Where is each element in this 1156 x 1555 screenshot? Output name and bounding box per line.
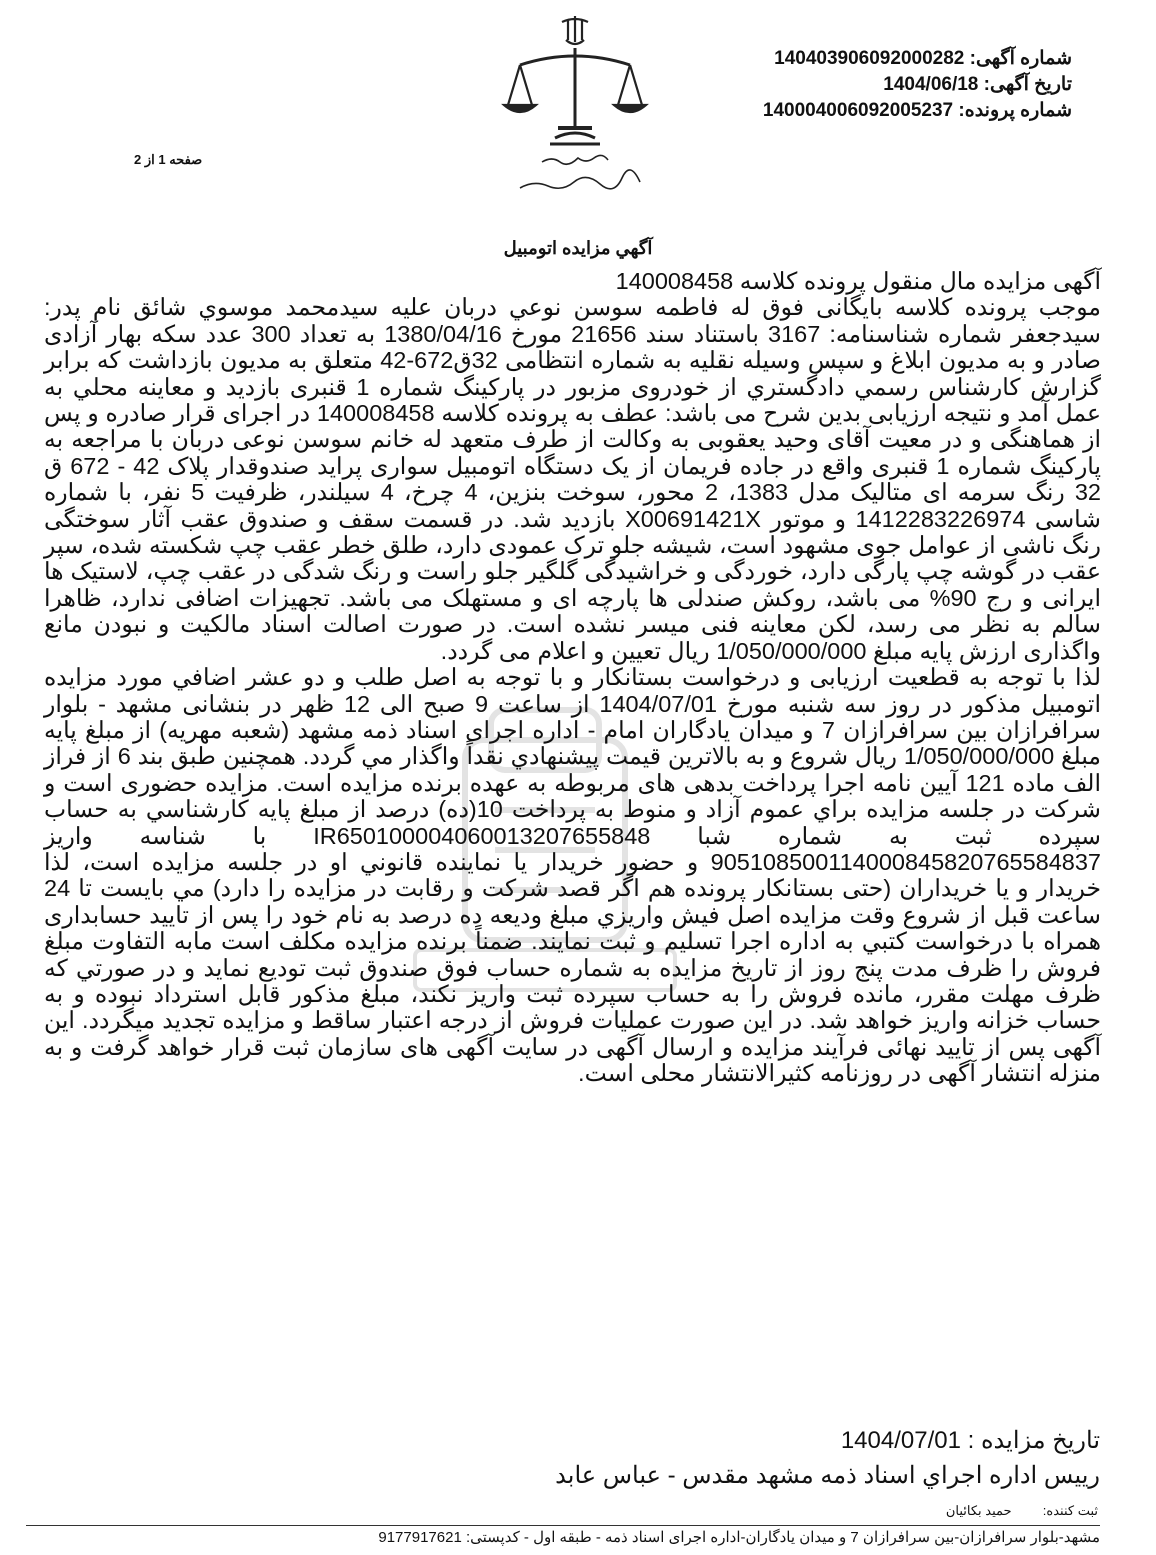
body-paragraph: آگهی مزایده مال منقول پرونده کلاسه 140008458 (615, 268, 1101, 294)
notice-number: 140403906092000282 (774, 48, 965, 69)
notice-date: 1404/06/18 (883, 74, 979, 95)
registrar (946, 1503, 1098, 1519)
body-paragraph: لذا با توجه به قطعیت ارزیابی و درخواست بستانکار و با توجه به اصل طلب و دو عشر اضافي مورد مزايده اتومبیل مذکور در روز سه شنبه مورخ 1404/07/01 از ساعت 9 صبح الی 12 ظهر در بنشانی مشهد - بلوار سرافرازان بین سرافرازان 7 و میدان یادگاران امام - اداره اجرای اسناد ذمه مشهد (شعبه مهریه) از مبلغ پايه مبلغ 1/050/000/000 ريال شروع و به بالاترين قيمت پيشنهادي نقداً واگذار مي گردد. همچنين طبق بند 6 از فراز الف ماده 121 آيين نامه اجرا پرداخت بدهی های مربوطه به عهده برنده مزايده است. مزایده حضوری است و شرکت در جلسه مزايده براي عموم آزاد و منوط به پرداخت 10(ده) درصد از مبلغ پايه کارشناسي به حساب سپرده ثبت به شماره شبا IR650100004060013207655848 با شناسه واريز 905108500114000845820765584837 و حضور خريدار يا نماينده قانوني او در جلسه مزايده است، لذا خريدار و يا خريداران (حتی بستانکار پرونده هم اگر قصد شرکت و رقابت در مزایده را دارد) مي بايست تا 24 ساعت قبل از شروع وقت مزايده اصل فيش واريزي مبلغ وديعه ده درصد به نام خود را پس از تاييد حسابداری همراه با درخواست کتبي به اداره اجرا تسليم و ثبت نمايند. ضمناً برنده مزايده مکلف است مابه التفاوت مبلغ فروش را ظرف مدت پنج روز از تاريخ مزايده به شماره حساب فوق صندوق ثبت توديع نمايد و در صورتي که ظرف مهلت مقرر، مانده فروش را به حساب سپرده ثبت واريز نکند، مبلغ مذکور قابل استرداد نبوده و به حساب خزانه واريز خواهد شد. در اين صورت عمليات فروش از درجه اعتبار ساقط و مزايده تجديد ميگردد. این آگهی پس از تایید نهائی فرآیند مزایده و ارسال آگهی در سایت آگهی های سازمان ثبت قرار خواهد گرفت و به منزله انتشار آگهی در روزنامه کثیرالانتشار محلی است. (44, 664, 1102, 1087)
auction-date-line (841, 1426, 1100, 1455)
auction-date: 1404/07/01 (840, 1427, 961, 1454)
footer-divider (26, 1525, 1100, 1526)
case-number-label: شماره پرونده: (958, 100, 1072, 121)
page-indicator: صفحه 1 از 2 (134, 152, 203, 167)
notice-metadata (763, 46, 1072, 124)
case-number-row (763, 98, 1072, 124)
body-paragraph: موجب پرونده کلاسه بایگانی فوق له فاطمه سوسن نوعي دربان علیه سیدمحمد موسوي شائق نام پدر: سیدجعفر شماره شناسنامه: 3167 باستناد سند 21656 مورخ 1380/04/16 به تعداد 300 عدد سکه بهار آزادی صادر و به مدیون ابلاغ و سپس وسیله نقلیه به شماره انتظامی 32ق672-42 متعلق به مدیون بازداشت که برابر گزارش کارشناس رسمي دادگستري از خودروی مزبور در پارکینگ شماره 1 قنبری بازدید و معاينه محلي به عمل آمد و نتیجه ارزیابی بدین شرح می باشد: عطف به پرونده کلاسه 140008458 در اجرای قرار صادره و پس از هماهنگی و در معیت آقای وحید یعقوبی به وکالت از طرف متعهد له خانم سوسن نوعی دربان با مراجعه به پارکینگ شماره 1 قنبری واقع در جاده فریمان از یک دستگاه اتومبیل سواری پراید صندوقدار پلاک 42 - 672 ق 32 رنگ سرمه ای متالیک مدل 1383، 2 محور، سوخت بنزین، 4 چرخ، 4 سیلندر، ظرفیت 5 نفر، با شماره شاسی 1412283226974 و موتور X00691421X بازدید شد. در قسمت سقف و صندوق عقب آثار سوختگی رنگ ناشی از عوامل جوی مشهود است، شیشه جلو ترک عمودی دارد، طلق خطر عقب چپ شکسته شده، سپر عقب در گوشه چپ پارگی دارد، خوردگی و خراشیدگی گلگیر جلو راست و رنگ شدگی در عقب چپ، لاستیک ها ایرانی و رج 90% می باشد، روکش صندلی ها پارچه ای و مستهلک می باشد. تجهیزات اضافی ندارد، ظاهرا سالم به نظر می رسد، لکن معاینه فنی میسر نشده است. در صورت اصالت اسناد مالکیت و نبودن مانع واگذاری ارزش پایه مبلغ 1/050/000/000 ریال تعیین و اعلام می گردد. (44, 294, 1101, 664)
notice-date-label: تاریخ آگهی: (983, 74, 1072, 95)
signer: رييس اداره اجراي اسناد ذمه مشهد مقدس - عباس عابد (555, 1462, 1100, 1489)
auction-date-label: تاريخ مزايده : (967, 1427, 1100, 1454)
case-number: 140004006092005237 (762, 100, 954, 121)
footer-address: مشهد-بلوار سرافرازان-بین سرافرازان 7 و میدان یادگاران-اداره اجرای اسناد ذمه - طبقه اول - کدپستی: 9177917621 (378, 1529, 1100, 1546)
judiciary-emblem-icon (480, 10, 670, 198)
registrar-name: حمید بکائیان (945, 1503, 1012, 1518)
registrar-label: ثبت کننده: (1042, 1503, 1098, 1518)
notice-body (44, 268, 1101, 1087)
notice-number-label: شماره آگهی: (969, 48, 1072, 69)
notice-title: آگهي مزايده اتومبيل (503, 238, 653, 258)
notice-date-row (763, 72, 1072, 98)
notice-number-row (763, 46, 1072, 72)
